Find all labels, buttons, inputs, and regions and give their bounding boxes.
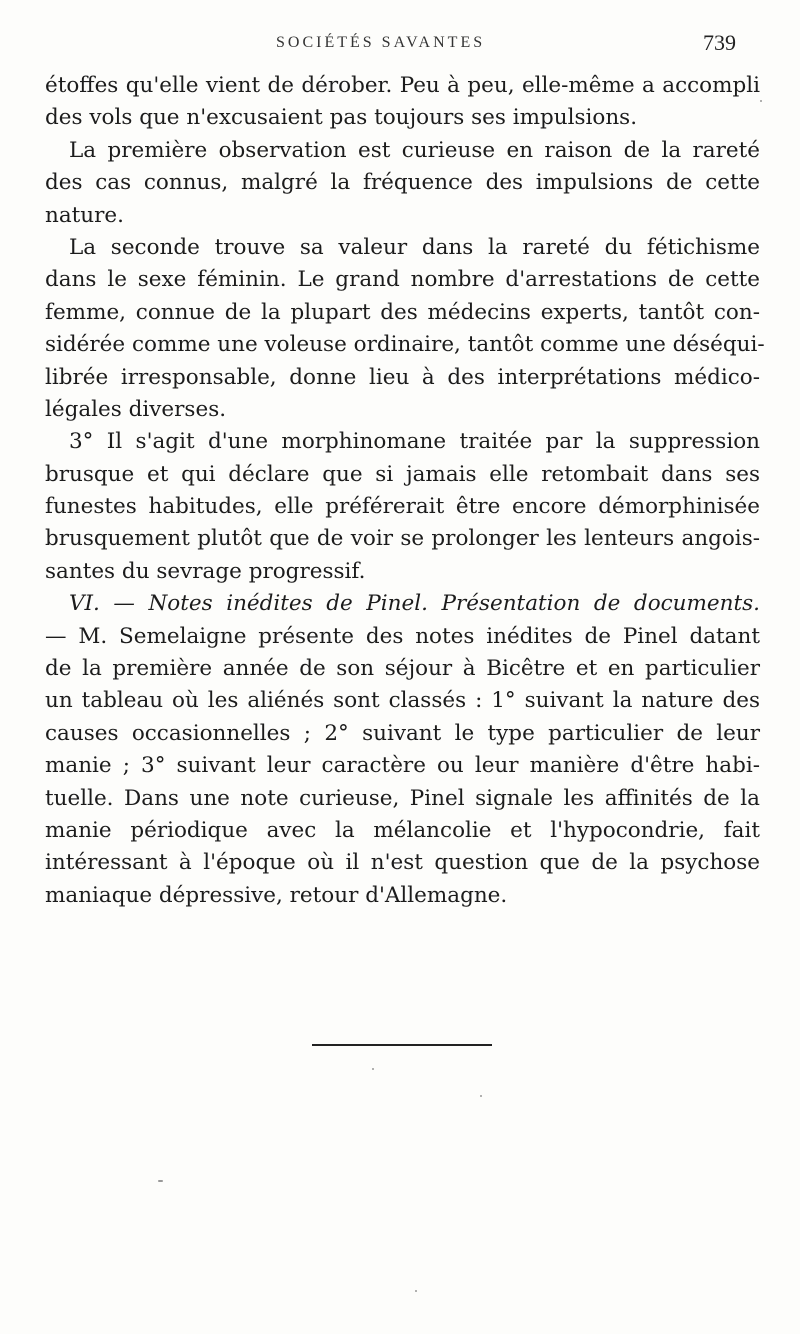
text-line: femme, connue de la plupart des médecins experts, tantôt con-: [45, 299, 760, 325]
text-line: nature.: [45, 202, 124, 228]
text-line: santes du sevrage progressif.: [45, 558, 366, 584]
running-head: SOCIÉTÉS SAVANTES: [276, 34, 486, 51]
text-line: de la première année de son séjour à Bicêtre et en particulier: [45, 656, 760, 682]
text-line: des vols que n'excusaient pas toujours ses impulsions.: [45, 105, 638, 131]
text-line: légales diverses.: [45, 396, 227, 422]
text-line: brusquement plutôt que de voir se prolonger les lenteurs angois-: [45, 526, 760, 552]
text-line: La seconde trouve sa valeur dans la rareté du fétichisme: [69, 234, 760, 260]
text-line: un tableau où les aliénés sont classés : 1° suivant la nature des: [45, 688, 760, 714]
text-line: tuelle. Dans une note curieuse, Pinel signale les affinités de la: [45, 785, 760, 811]
section-heading: VI. — Notes inédites de Pinel. Présentation de documents.: [69, 591, 760, 617]
body-text: [45, 70, 765, 912]
text-line: causes occasionnelles ; 2° suivant le type particulier de leur: [45, 720, 760, 746]
text-line: — M. Semelaigne présente des notes inédites de Pinel datant: [45, 623, 760, 649]
text-line: étoffes qu'elle vient de dérober. Peu à peu, elle-même a accompli: [45, 73, 760, 98]
text-line: intéressant à l'époque où il n'est question que de la psychose: [45, 850, 760, 876]
print-speck: [480, 1095, 482, 1097]
text-line: manie ; 3° suivant leur caractère ou leur manière d'être habi-: [45, 753, 760, 779]
text-line: brusque et qui déclare que si jamais elle retombait dans ses: [45, 461, 760, 487]
text-line: La première observation est curieuse en raison de la rareté: [69, 137, 760, 163]
text-line: des cas connus, malgré la fréquence des impulsions de cette: [45, 170, 760, 196]
text-line: 3° Il s'agit d'une morphinomane traitée par la suppression: [69, 429, 760, 455]
print-speck: [760, 100, 762, 102]
text-line: dans le sexe féminin. Le grand nombre d'arrestations de cette: [45, 267, 760, 293]
text-line: librée irresponsable, donne lieu à des interprétations médico-: [45, 364, 760, 390]
text-line: maniaque dépressive, retour d'Allemagne.: [45, 882, 508, 908]
print-speck: [372, 1068, 374, 1070]
text-line: manie périodique avec la mélancolie et l'hypocondrie, fait: [45, 817, 760, 843]
print-speck: [158, 1180, 163, 1182]
print-speck: [415, 1290, 417, 1292]
text-line: sidérée comme une voleuse ordinaire, tantôt comme une déséqui-: [45, 332, 765, 358]
closing-rule: [312, 1044, 492, 1046]
text-line: funestes habitudes, elle préférerait être encore démorphinisée: [45, 494, 760, 520]
page-number: 739: [703, 30, 736, 55]
section-heading-line: [45, 588, 760, 620]
